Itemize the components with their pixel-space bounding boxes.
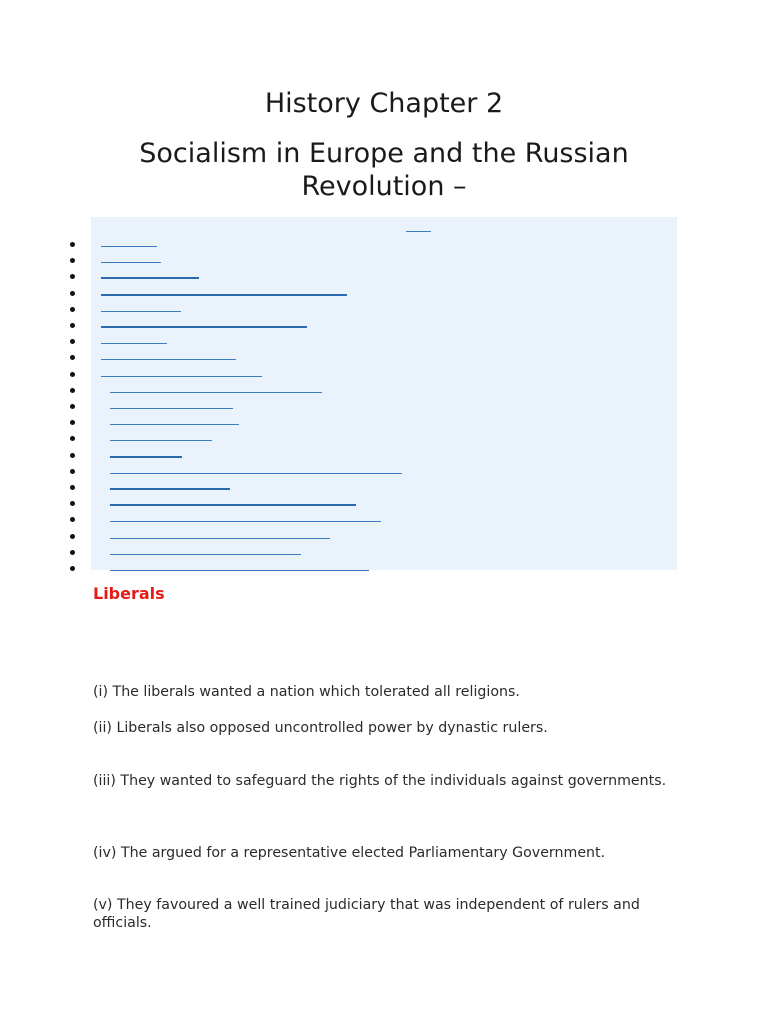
toc-item xyxy=(0,480,768,496)
paragraph-3: (iii) They wanted to safeguard the rights of the individuals against governments. xyxy=(93,773,667,789)
toc-item xyxy=(0,253,768,269)
toc-item-link[interactable] xyxy=(110,521,381,522)
bullet-icon xyxy=(70,323,75,328)
bullet-icon xyxy=(70,274,75,279)
toc-item xyxy=(0,561,768,577)
toc-item-link[interactable] xyxy=(101,311,181,312)
toc-item xyxy=(0,545,768,561)
bullet-icon xyxy=(70,404,75,409)
toc-item xyxy=(0,464,768,480)
toc-item-link[interactable] xyxy=(110,538,330,539)
toc-item xyxy=(0,512,768,528)
bullet-icon xyxy=(70,469,75,474)
toc-item xyxy=(0,529,768,545)
bullet-icon xyxy=(70,291,75,296)
bullet-icon xyxy=(70,501,75,506)
toc-item-link[interactable] xyxy=(101,376,262,377)
bullet-icon xyxy=(70,420,75,425)
toc-item-link[interactable] xyxy=(110,554,301,555)
paragraph-1: (i) The liberals wanted a nation which tolerated all religions. xyxy=(93,684,520,700)
bullet-icon xyxy=(70,355,75,360)
bullet-icon xyxy=(70,550,75,555)
toc-item xyxy=(0,350,768,366)
toc-item xyxy=(0,367,768,383)
toc-item-link[interactable] xyxy=(110,408,233,409)
toc-item xyxy=(0,334,768,350)
section-heading-liberals: Liberals xyxy=(93,584,165,603)
toc-item xyxy=(0,415,768,431)
bullet-icon xyxy=(70,517,75,522)
toc-item xyxy=(0,496,768,512)
toc-item-link[interactable] xyxy=(101,326,307,328)
toc-item-link[interactable] xyxy=(101,246,157,247)
bullet-icon xyxy=(70,566,75,571)
bullet-icon xyxy=(70,436,75,441)
toc-item-link[interactable] xyxy=(101,294,347,296)
toc-item xyxy=(0,302,768,318)
bullet-icon xyxy=(70,388,75,393)
paragraph-4: (iv) The argued for a representative elected Parliamentary Government. xyxy=(93,845,606,861)
bullet-icon xyxy=(70,258,75,263)
bullet-icon xyxy=(70,339,75,344)
toc-item xyxy=(0,269,768,285)
toc-item xyxy=(0,237,768,253)
toc-item xyxy=(0,383,768,399)
bullet-icon xyxy=(70,307,75,312)
toc-item-link[interactable] xyxy=(101,343,167,344)
toc-item-link[interactable] xyxy=(101,359,236,360)
toc-item xyxy=(0,448,768,464)
toc-item-link[interactable] xyxy=(110,504,356,506)
toc-item-link[interactable] xyxy=(110,473,402,474)
toc-item-link[interactable] xyxy=(101,262,161,263)
document-title: History Chapter 2 xyxy=(264,88,504,119)
toc-item-link[interactable] xyxy=(110,392,322,393)
bullet-icon xyxy=(70,534,75,539)
bullet-icon xyxy=(70,372,75,377)
toc-item xyxy=(0,286,768,302)
toc-item xyxy=(0,399,768,415)
paragraph-5: (v) They favoured a well trained judiciary that was independent of rulers and officials. xyxy=(93,897,640,931)
document-subtitle: Socialism in Europe and the Russian Revolution – xyxy=(139,138,629,202)
toc-item-link[interactable] xyxy=(110,488,230,490)
toc-item xyxy=(0,318,768,334)
paragraph-2: (ii) Liberals also opposed uncontrolled power by dynastic rulers. xyxy=(93,720,548,736)
toc-item-link[interactable] xyxy=(110,570,369,571)
toc-item-link[interactable] xyxy=(110,440,212,441)
bullet-icon xyxy=(70,453,75,458)
toc-item xyxy=(0,431,768,447)
toc-item-link[interactable] xyxy=(101,277,199,279)
bullet-icon xyxy=(70,485,75,490)
toc-item-link[interactable] xyxy=(110,456,182,458)
bullet-icon xyxy=(70,242,75,247)
toc-toggle-link[interactable] xyxy=(406,231,431,232)
toc-item-link[interactable] xyxy=(110,424,239,425)
